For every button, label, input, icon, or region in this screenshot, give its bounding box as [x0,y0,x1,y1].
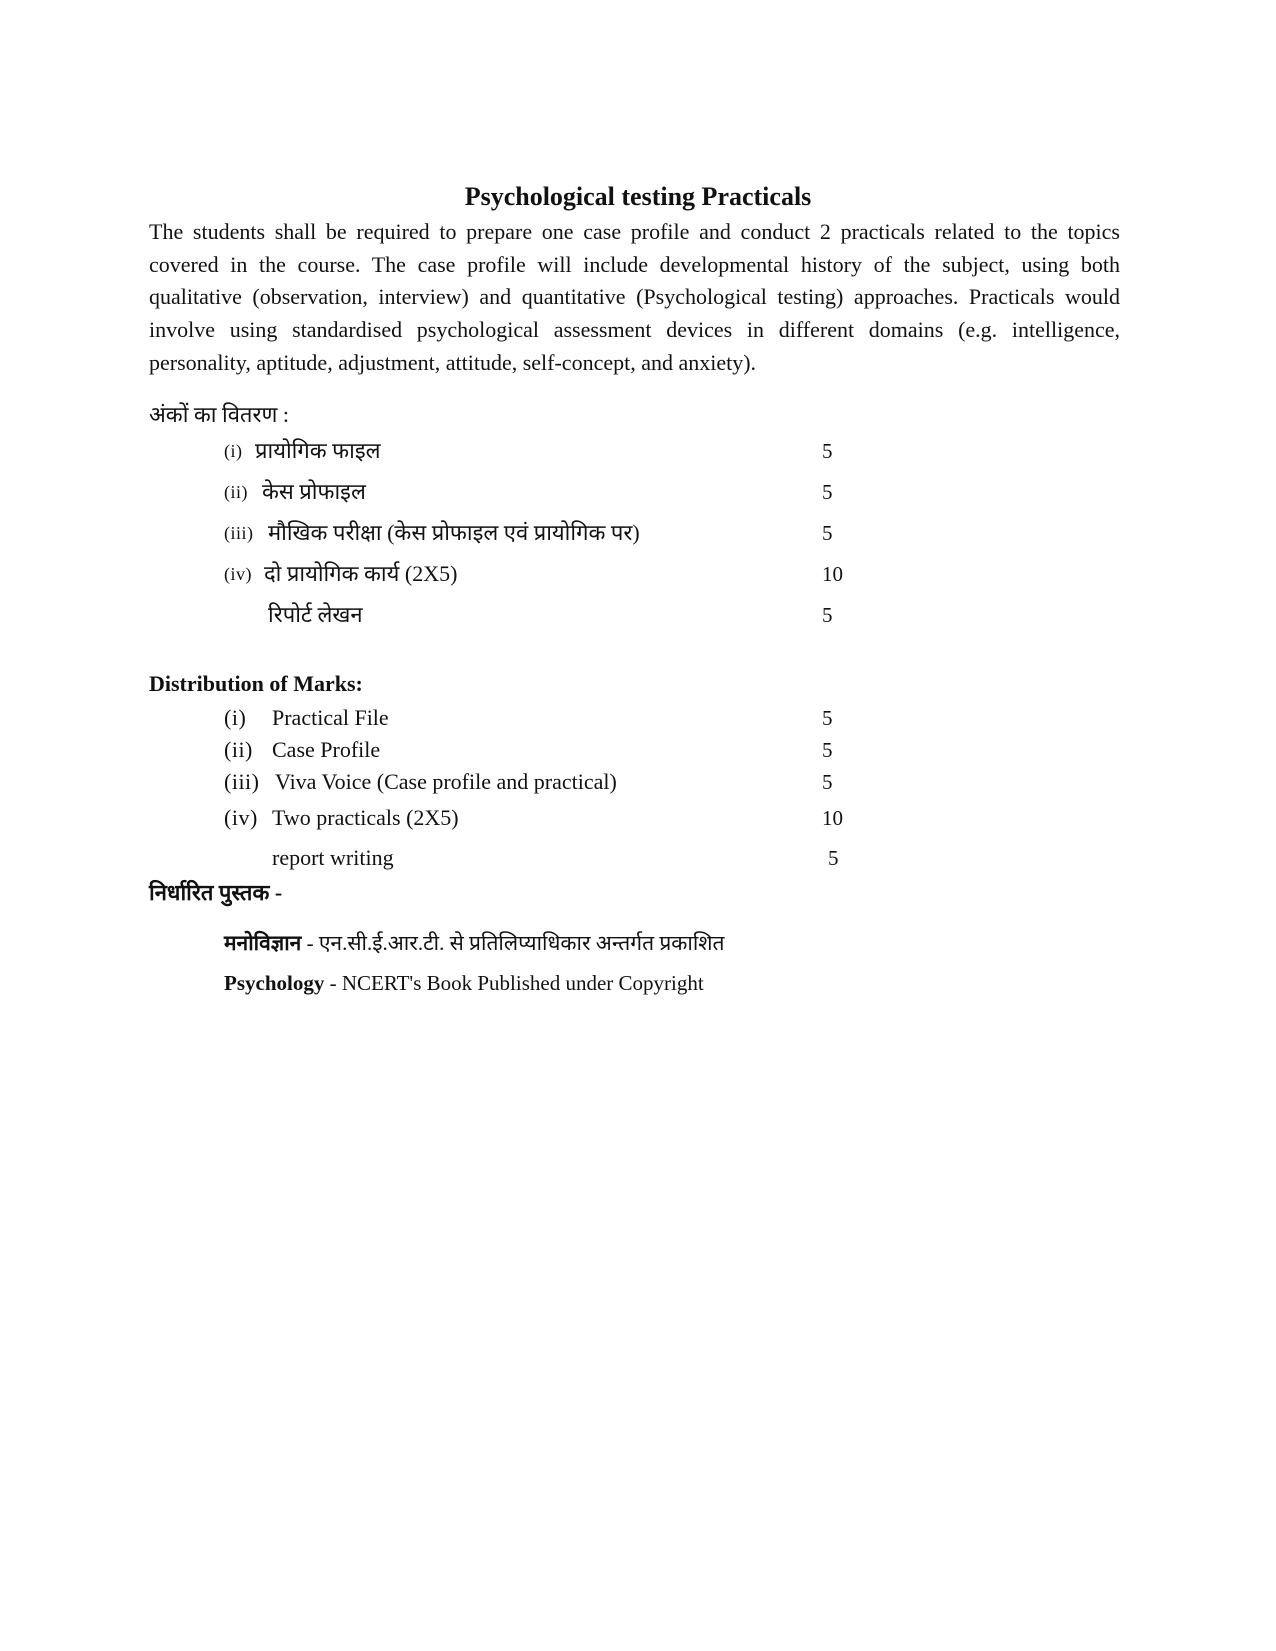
item-label: प्रायोगिक फाइल [255,438,381,463]
item-number: (i) [224,705,247,730]
item-label: Case Profile [272,737,381,762]
english-marks-row [0,733,1276,767]
item-mark: 5 [822,480,833,504]
hindi-marks-heading: अंकों का वितरण : [149,402,289,427]
books-heading: निर्धारित पुस्तक - [149,880,283,905]
hindi-book-desc: - एन.सी.ई.आर.टी. से प्रतिलिप्याधिकार अन्तर्गत प्रकाशित [301,931,725,955]
hindi-book-line [224,927,725,959]
item-number: (iv) [224,805,258,830]
item-label: रिपोर्ट लेखन [268,602,363,627]
hindi-marks-row [0,516,1276,550]
english-book-line [224,967,704,999]
item-mark: 10 [822,562,843,586]
item-label: report writing [272,845,394,870]
hindi-marks-row [0,598,1276,632]
hindi-book-title: मनोविज्ञान [224,931,302,955]
hindi-marks-row [0,557,1276,591]
english-marks-row [0,765,1276,799]
item-label: केस प्रोफाइल [262,479,366,504]
item-number: (ii) [224,482,248,502]
item-mark: 10 [822,806,843,830]
item-number: (i) [224,441,243,461]
intro-paragraph: The students shall be required to prepare one case profile and conduct 2 practicals related to the topics covered in the course. The case profile will include developmental history of the subject, using both qualitative (observation, interview) and quantitative (Psychological testing) approaches. Practicals would involve using standardised psychological assessment devices in different domains (e.g. intelligence, personality, aptitude, adjustment, attitude, self-concept, and anxiety). [149,219,1120,375]
hindi-marks-row [0,434,1276,468]
item-label: मौखिक परीक्षा (केस प्रोफाइल एवं प्रायोगिक पर) [268,520,640,545]
item-mark: 5 [822,738,833,762]
page-title: Psychological testing Practicals [464,182,812,211]
item-label: दो प्रायोगिक कार्य (2X5) [264,561,458,586]
item-mark: 5 [822,603,833,627]
item-mark: 5 [822,521,833,545]
english-marks-row [0,801,1276,835]
item-mark: 5 [822,770,833,794]
english-book-desc: - NCERT's Book Published under Copyright [324,971,704,995]
item-number: (ii) [224,737,253,762]
item-number: (iii) [224,523,254,543]
item-number: (iv) [224,564,252,584]
english-marks-row [0,701,1276,735]
english-marks-heading: Distribution of Marks: [149,671,363,696]
item-number: (iii) [224,769,260,794]
item-mark: 5 [828,846,839,870]
item-label: Practical File [272,705,389,730]
item-mark: 5 [822,439,833,463]
item-label: Two practicals (2X5) [272,805,459,830]
english-book-title: Psychology [224,971,325,995]
hindi-marks-row [0,475,1276,509]
english-marks-row [0,841,1276,875]
item-label: Viva Voice (Case profile and practical) [275,769,617,794]
item-mark: 5 [822,706,833,730]
